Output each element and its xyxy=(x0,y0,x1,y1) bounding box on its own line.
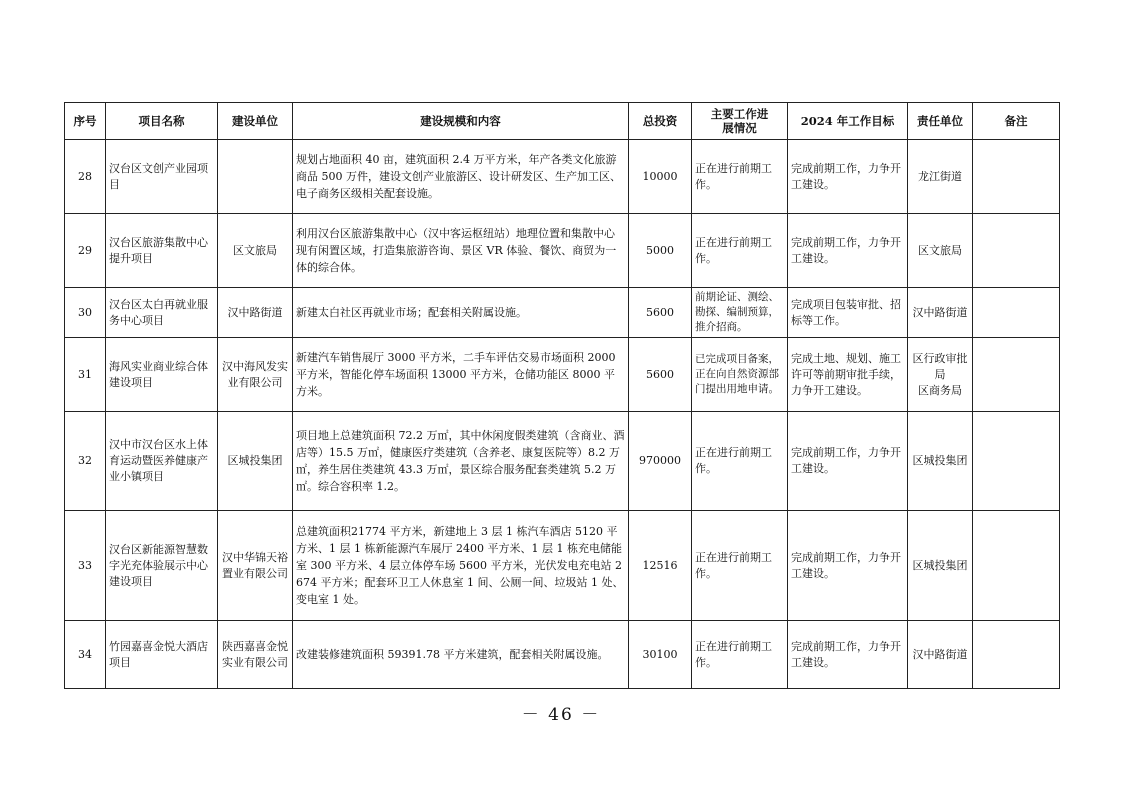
cell-name: 竹园嘉喜金悦大酒店项目 xyxy=(106,621,218,689)
table-row xyxy=(65,288,1060,338)
cell-unit: 区城投集团 xyxy=(218,412,293,511)
cell-remark xyxy=(973,214,1060,288)
cell-progress: 正在进行前期工作。 xyxy=(692,412,788,511)
header-scale: 建设规模和内容 xyxy=(293,103,629,140)
cell-name: 海风实业商业综合体建设项目 xyxy=(106,338,218,412)
cell-resp: 汉中路街道 xyxy=(908,621,973,689)
cell-name: 汉台区旅游集散中心提升项目 xyxy=(106,214,218,288)
cell-resp: 龙江街道 xyxy=(908,140,973,214)
cell-remark xyxy=(973,338,1060,412)
table-row xyxy=(65,621,1060,689)
cell-goal: 完成前期工作，力争开工建设。 xyxy=(788,621,908,689)
cell-progress: 前期论证、测绘、勘探、编制预算，推介招商。 xyxy=(692,288,788,338)
header-resp: 责任单位 xyxy=(908,103,973,140)
cell-name: 汉台区太白再就业服务中心项目 xyxy=(106,288,218,338)
cell-resp: 区行政审批局 区商务局 xyxy=(908,338,973,412)
cell-remark xyxy=(973,140,1060,214)
cell-seq: 30 xyxy=(65,288,106,338)
cell-invest: 12516 xyxy=(629,511,692,621)
cell-goal: 完成前期工作，力争开工建设。 xyxy=(788,511,908,621)
cell-name: 汉台区新能源智慧数字光充体验展示中心建设项目 xyxy=(106,511,218,621)
cell-resp: 区城投集团 xyxy=(908,511,973,621)
header-remark: 备注 xyxy=(973,103,1060,140)
cell-progress: 已完成项目备案，正在向自然资源部门提出用地申请。 xyxy=(692,338,788,412)
header-name: 项目名称 xyxy=(106,103,218,140)
cell-goal: 完成前期工作，力争开工建设。 xyxy=(788,412,908,511)
cell-invest: 5600 xyxy=(629,288,692,338)
cell-invest: 10000 xyxy=(629,140,692,214)
cell-name: 汉台区文创产业园项目 xyxy=(106,140,218,214)
cell-progress: 正在进行前期工作。 xyxy=(692,140,788,214)
cell-unit: 汉中海风发实业有限公司 xyxy=(218,338,293,412)
table-header-row xyxy=(65,103,1060,140)
table-row xyxy=(65,338,1060,412)
header-progress xyxy=(692,103,788,140)
cell-seq: 31 xyxy=(65,338,106,412)
table-row xyxy=(65,412,1060,511)
cell-unit: 陕西嘉喜金悦实业有限公司 xyxy=(218,621,293,689)
cell-unit: 区文旅局 xyxy=(218,214,293,288)
cell-invest: 30100 xyxy=(629,621,692,689)
cell-progress: 正在进行前期工作。 xyxy=(692,511,788,621)
cell-remark xyxy=(973,621,1060,689)
cell-resp: 区文旅局 xyxy=(908,214,973,288)
cell-scale: 新建汽车销售展厅 3000 平方米，二手车评估交易市场面积 2000 平方米，智能化停车场面积 13000 平方米，仓储功能区 8000 平方米。 xyxy=(293,338,629,412)
cell-name: 汉中市汉台区水上体育运动暨医养健康产业小镇项目 xyxy=(106,412,218,511)
cell-goal: 完成前期工作，力争开工建设。 xyxy=(788,140,908,214)
cell-seq: 28 xyxy=(65,140,106,214)
cell-unit: 汉中路街道 xyxy=(218,288,293,338)
cell-seq: 29 xyxy=(65,214,106,288)
cell-seq: 32 xyxy=(65,412,106,511)
cell-seq: 33 xyxy=(65,511,106,621)
cell-remark xyxy=(973,288,1060,338)
cell-invest: 5600 xyxy=(629,338,692,412)
cell-scale: 规划占地面积 40 亩，建筑面积 2.4 万平方米，年产各类文化旅游商品 500 万件，建设文创产业旅游区、设计研发区、生产加工区、电子商务区级相关配套设施。 xyxy=(293,140,629,214)
cell-scale: 新建太白社区再就业市场；配套相关附属设施。 xyxy=(293,288,629,338)
cell-unit xyxy=(218,140,293,214)
cell-resp: 区城投集团 xyxy=(908,412,973,511)
table-row xyxy=(65,511,1060,621)
cell-invest: 5000 xyxy=(629,214,692,288)
cell-goal: 完成项目包装审批、招标等工作。 xyxy=(788,288,908,338)
header-progress-text: 主要工作进展情况 xyxy=(710,107,769,135)
cell-remark xyxy=(973,412,1060,511)
cell-scale: 项目地上总建筑面积 72.2 万㎡，其中休闲度假类建筑（含商业、酒店等）15.5 万㎡，健康医疗类建筑（含养老、康复医院等）8.2 万㎡，养生居住类建筑 43.3 万㎡，景区综合服务配套类建筑 5.2 万㎡。综合容积率 1.2。 xyxy=(293,412,629,511)
cell-seq: 34 xyxy=(65,621,106,689)
cell-resp: 汉中路街道 xyxy=(908,288,973,338)
page-number: － 46 － xyxy=(521,705,601,725)
cell-scale: 改建装修建筑面积 59391.78 平方米建筑，配套相关附属设施。 xyxy=(293,621,629,689)
cell-goal: 完成前期工作，力争开工建设。 xyxy=(788,214,908,288)
table-row xyxy=(65,214,1060,288)
header-invest: 总投资 xyxy=(629,103,692,140)
cell-goal: 完成土地、规划、施工许可等前期审批手续，力争开工建设。 xyxy=(788,338,908,412)
cell-progress: 正在进行前期工作。 xyxy=(692,214,788,288)
cell-scale: 总建筑面积21774 平方米，新建地上 3 层 1 栋汽车酒店 5120 平方米、1 层 1 栋新能源汽车展厅 2400 平方米、1 层 1 栋充电储能室 300 平方米、4 层立体停车场 5600 平方米，光伏发电充电站 2674 平方米；配套环卫工人休息室 1 间、公厕一间、垃圾站 1 处、变电室 1 处。 xyxy=(293,511,629,621)
header-seq: 序号 xyxy=(65,103,106,140)
cell-invest: 970000 xyxy=(629,412,692,511)
cell-scale: 利用汉台区旅游集散中心（汉中客运枢纽站）地理位置和集散中心现有闲置区域，打造集旅游咨询、景区 VR 体验、餐饮、商贸为一体的综合体。 xyxy=(293,214,629,288)
project-table xyxy=(64,102,1060,689)
cell-unit: 汉中华锦天裕置业有限公司 xyxy=(218,511,293,621)
header-goal: 2024 年工作目标 xyxy=(788,103,908,140)
table-row xyxy=(65,140,1060,214)
cell-remark xyxy=(973,511,1060,621)
header-unit: 建设单位 xyxy=(218,103,293,140)
cell-progress: 正在进行前期工作。 xyxy=(692,621,788,689)
